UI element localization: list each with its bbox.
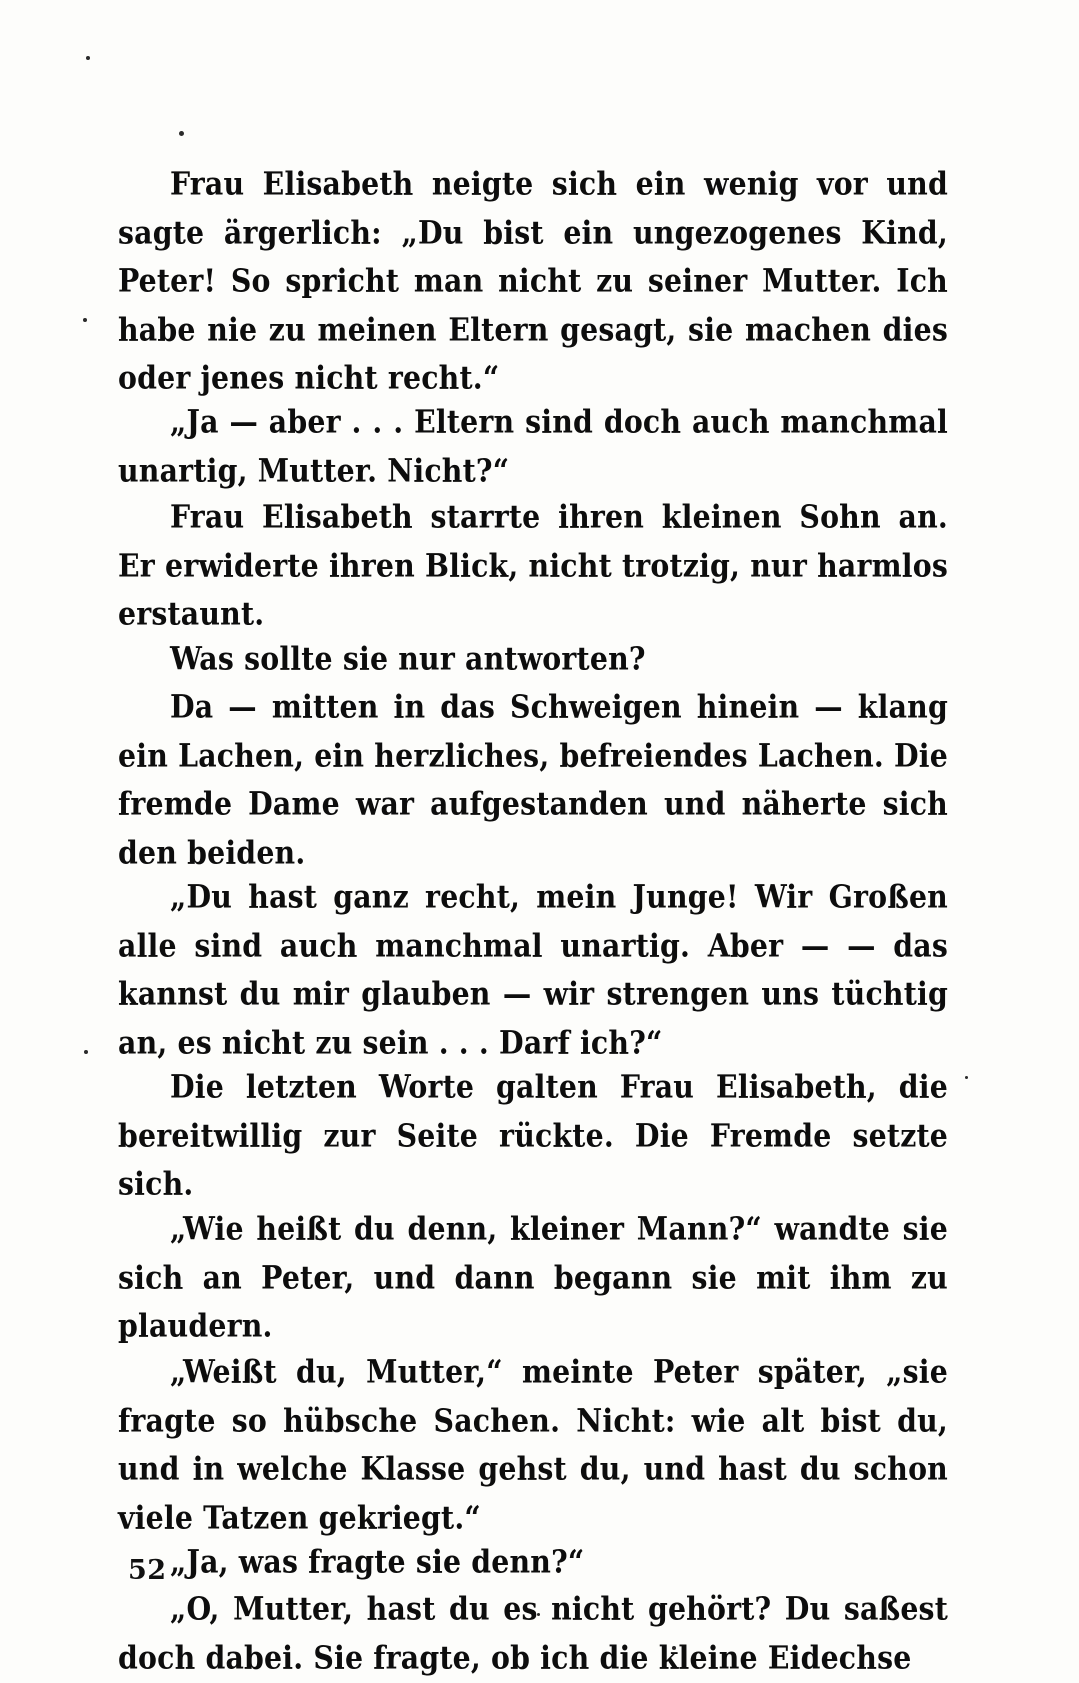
paragraph: „Ja, was fragte sie denn?“ xyxy=(170,1542,585,1581)
paragraph: „Ja — aber . . . Eltern sind doch auch manchmal unartig, Mutter. Nicht?“ xyxy=(118,402,948,489)
paragraph: Frau Elisabeth neigte sich ein wenig vor und sagte ärgerlich: „Du bist ein ungezogenes Kind, Peter! So spricht man nicht zu seiner Mutter. Ich habe nie zu meinen Eltern gesagt, sie machen dies oder jenes nicht recht.“ xyxy=(118,165,948,397)
paragraph: Die letzten Worte galten Frau Elisabeth, die bereitwillig zur Seite rückte. Die Fremde setzte sich. xyxy=(118,1067,948,1203)
page-number: 52 xyxy=(128,1555,167,1586)
paper-speck-icon xyxy=(84,1050,88,1054)
paragraph: „Du hast ganz recht, mein Junge! Wir Großen alle sind auch manchmal unartig. Aber — — das kannst du mir glauben — wir strengen uns tüchtig an, es nicht zu sein . . . Darf ich?“ xyxy=(118,877,948,1061)
paragraph: Was sollte sie nur antworten? xyxy=(170,640,646,678)
body-text xyxy=(118,160,948,1680)
paragraph: „O, Mutter, hast du es nicht gehört? Du saßest doch dabei. Sie fragte, ob ich die kleine Eidechse xyxy=(118,1590,948,1677)
paragraph: „Wie heißt du denn, kleiner Mann?“ wandte sie sich an Peter, und dann begann sie mit ihm zu plaudern. xyxy=(118,1210,948,1345)
paper-speck-icon xyxy=(179,131,184,136)
paper-speck-icon xyxy=(83,318,87,322)
paragraph: Frau Elisabeth starrte ihren kleinen Sohn an. Er erwiderte ihren Blick, nicht trotzig, nur harmlos erstaunt. xyxy=(118,497,948,633)
paragraph: Da — mitten in das Schweigen hinein — klang ein Lachen, ein herzliches, befreiendes Lachen. Die fremde Dame war aufgestanden und näherte sich den beiden. xyxy=(118,687,948,871)
paper-speck-icon xyxy=(86,56,90,60)
paper-speck-icon xyxy=(965,1076,968,1079)
paragraph: „Weißt du, Mutter,“ meinte Peter später, „sie fragte so hübsche Sachen. Nicht: wie alt bist du, und in welche Klasse gehst du, und hast du schon viele Tatzen gekriegt.“ xyxy=(118,1352,948,1536)
